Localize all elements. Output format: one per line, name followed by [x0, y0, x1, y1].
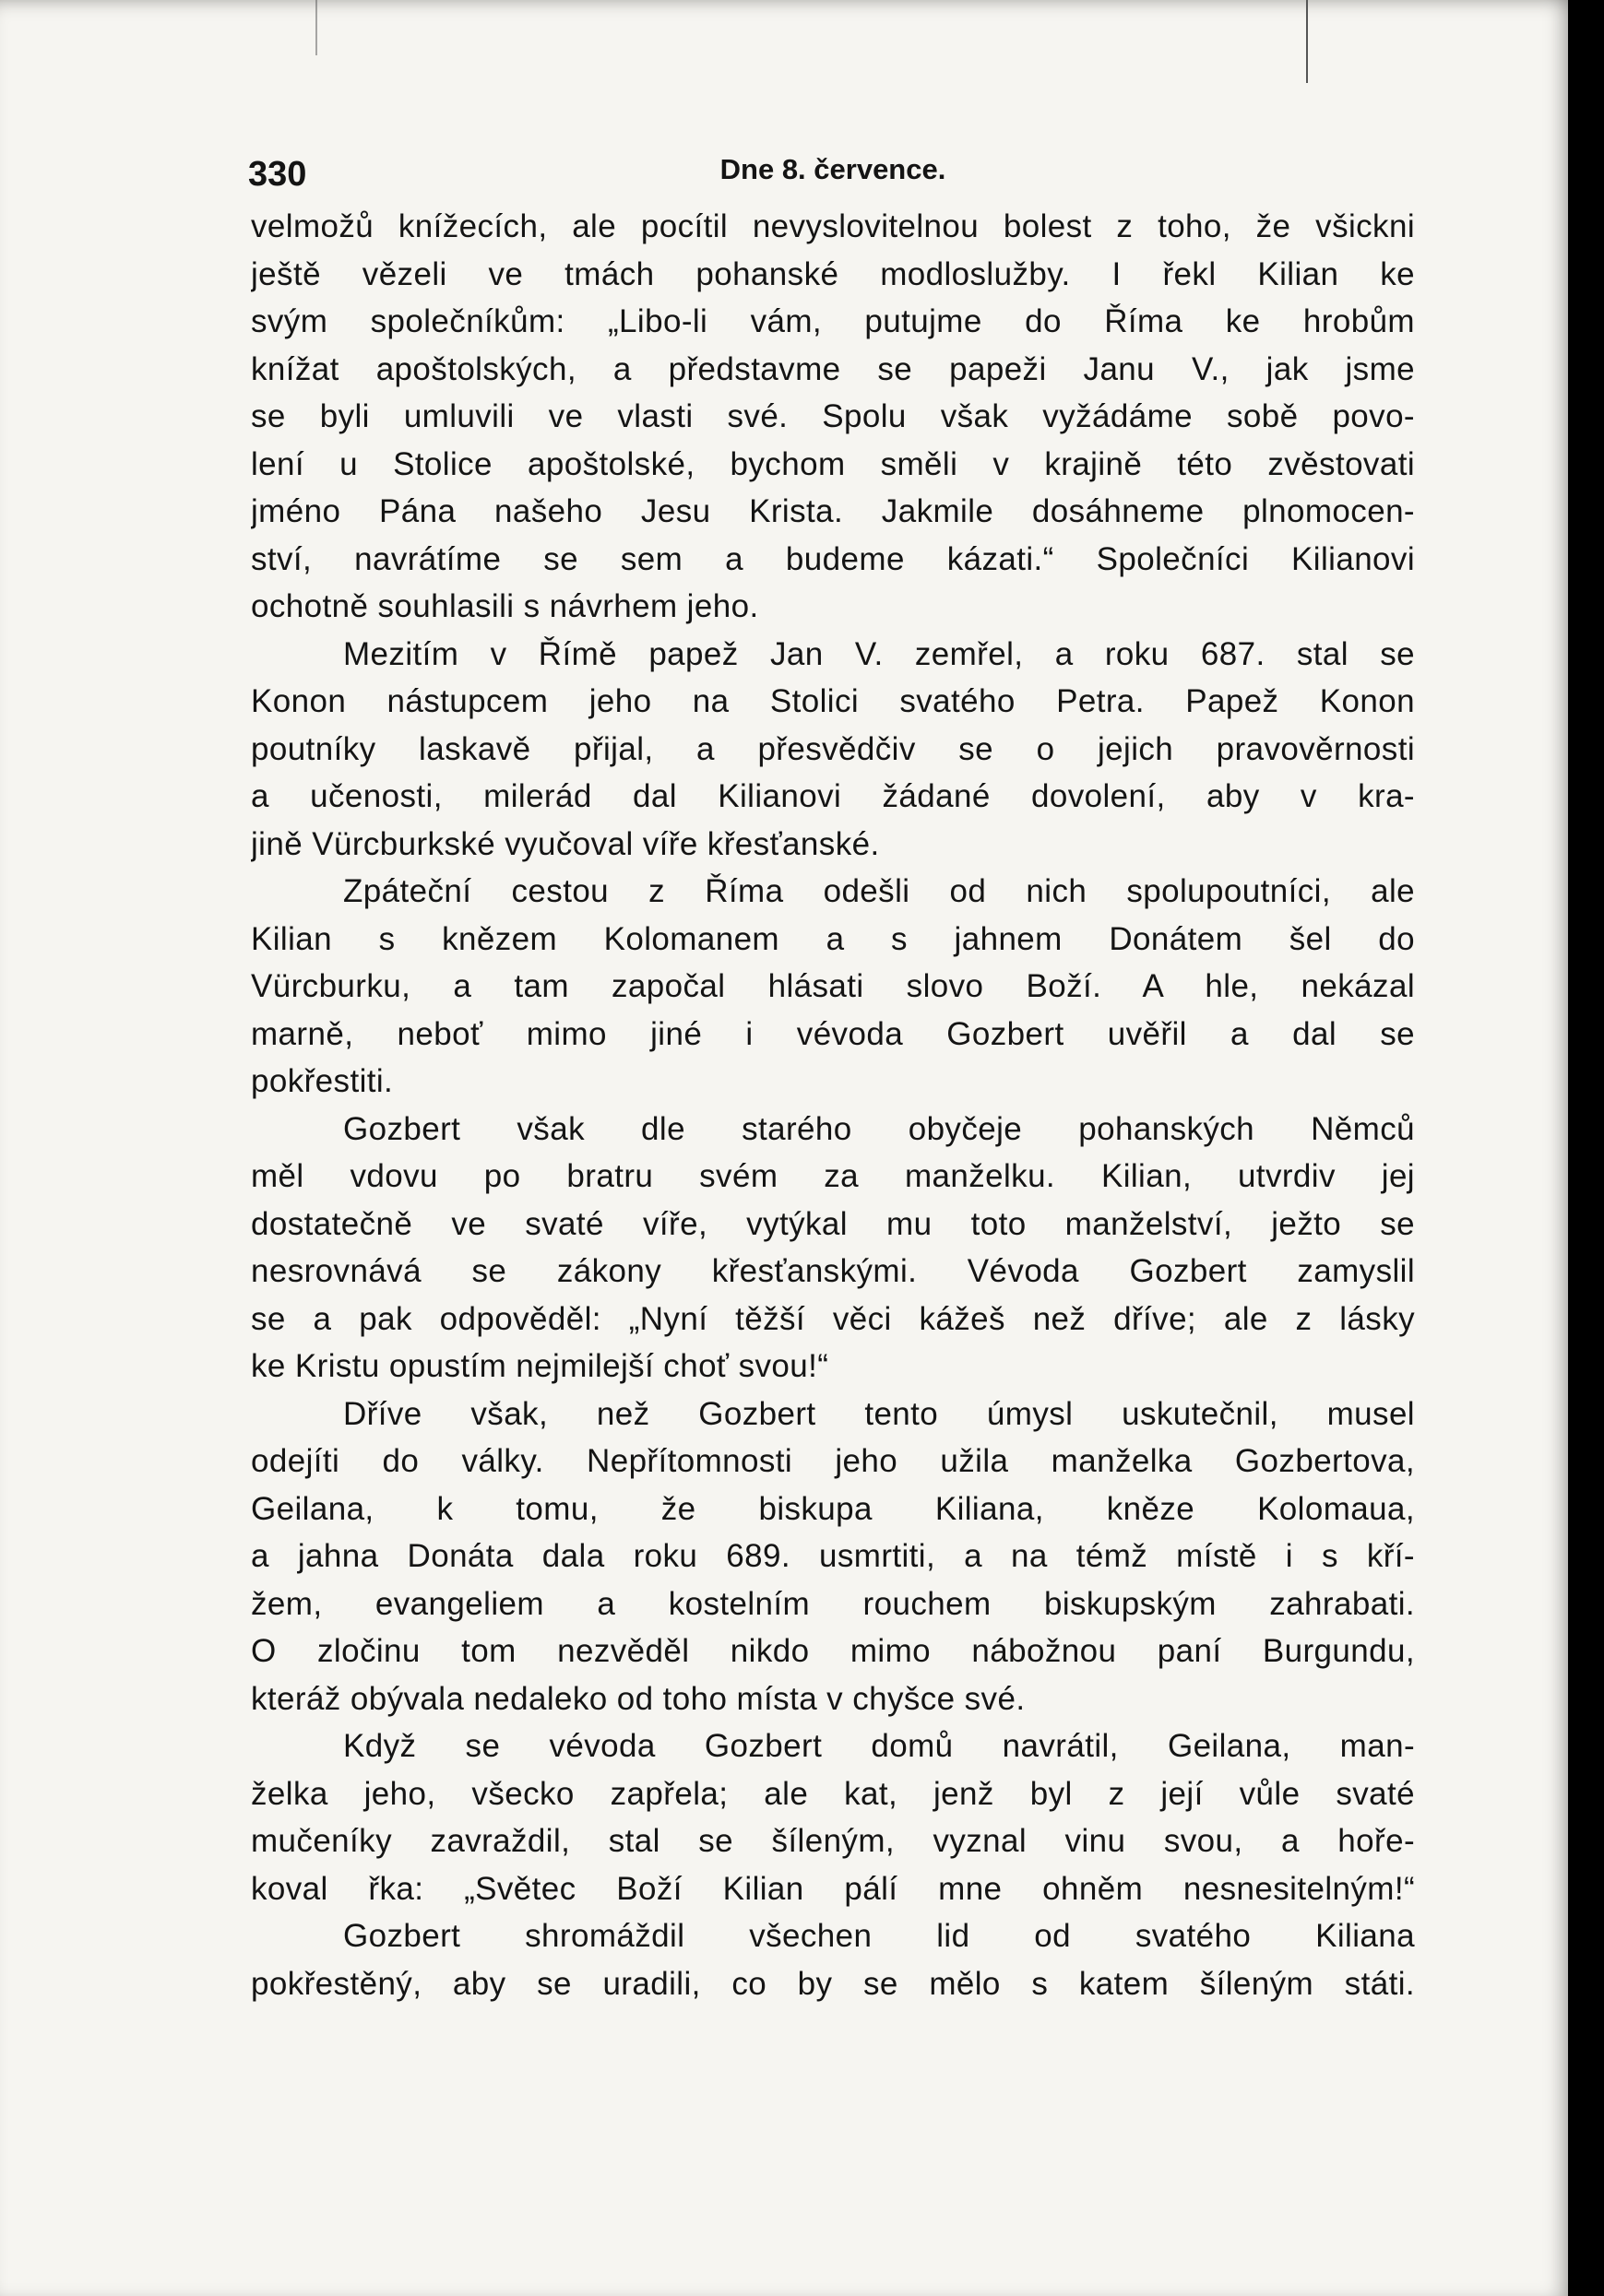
- text-line: se byli umluvili ve vlasti své. Spolu však vyžádáme sobě povo-: [251, 398, 1415, 434]
- text-line: měl vdovu po bratru svém za manželku. Kilian, utvrdiv jej: [251, 1158, 1415, 1194]
- text-line: kteráž obývala nedaleko od toho místa v chyšce své.: [251, 1680, 1026, 1717]
- text-line: Mezitím v Římě papež Jan V. zemřel, a roku 687. stal se: [343, 635, 1415, 672]
- text-line: jině Vürcburkské vyučoval víře křesťanské.: [251, 825, 880, 862]
- text-line: nesrovnává se zákony křesťanskými. Vévoda Gozbert zamyslil: [251, 1253, 1415, 1289]
- text-line: Vürcburku, a tam započal hlásati slovo Boží. A hle, nekázal: [251, 968, 1415, 1004]
- text-line: pokřestěný, aby se uradili, co by se mělo s katem šíleným státi.: [251, 1965, 1415, 2002]
- text-line: Gozbert však dle starého obyčeje pohanských Němců: [343, 1110, 1415, 1147]
- text-line: Konon nástupcem jeho na Stolici svatého Petra. Papež Konon: [251, 683, 1415, 719]
- scan-edge-mark: [1306, 0, 1308, 83]
- text-line: mučeníky zavraždil, stal se šíleným, vyznal vinu svou, a hoře-: [251, 1823, 1415, 1859]
- text-line: marně, neboť mimo jiné i vévoda Gozbert uvěřil a dal se: [251, 1015, 1415, 1052]
- text-line: se a pak odpověděl: „Nyní těžší věci kážeš než dříve; ale z lásky: [251, 1300, 1415, 1337]
- body-text: [251, 203, 1415, 2007]
- page-number: 330: [248, 155, 307, 194]
- text-line: velmožů knížecích, ale pocítil nevyslovitelnou bolest z toho, že všickni: [251, 208, 1415, 244]
- text-line: žem, evangeliem a kostelním rouchem biskupským zahrabati.: [251, 1585, 1415, 1622]
- scan-edge-mark: [315, 0, 317, 55]
- running-head: [248, 138, 1415, 194]
- text-line: a jahna Donáta dala roku 689. usmrtiti, a na témž místě i s kří-: [251, 1538, 1415, 1574]
- text-line: knížat apoštolských, a představme se papeži Janu V., jak jsme: [251, 350, 1415, 387]
- text-line: Dříve však, než Gozbert tento úmysl uskutečnil, musel: [343, 1395, 1415, 1432]
- text-line: poutníky laskavě přijal, a přesvědčiv se o jejich pravověrnosti: [251, 730, 1415, 767]
- text-line: pokřestiti.: [251, 1063, 394, 1099]
- text-line: dostatečně ve svaté víře, vytýkal mu toto manželství, ježto se: [251, 1205, 1415, 1242]
- text-line: ještě vězeli ve tmách pohanské modloslužby. I řekl Kilian ke: [251, 255, 1415, 292]
- text-line: ství, navrátíme se sem a budeme kázati.“ Společníci Kilianovi: [251, 540, 1415, 577]
- text-line: lení u Stolice apoštolské, bychom směli v krajině této zvěstovati: [251, 445, 1415, 482]
- text-line: Zpáteční cestou z Říma odešli od nich spolupoutníci, ale: [343, 873, 1415, 909]
- text-line: Kilian s knězem Kolomanem a s jahnem Donátem šel do: [251, 920, 1415, 957]
- text-block: [248, 138, 1415, 2007]
- text-line: Geilana, k tomu, že biskupa Kiliana, kněze Kolomaua,: [251, 1490, 1415, 1527]
- text-line: ke Kristu opustím nejmilejší choť svou!“: [251, 1348, 829, 1384]
- text-line: koval řka: „Světec Boží Kilian pálí mne ohněm nesnesitelným!“: [251, 1870, 1415, 1907]
- text-line: ochotně souhlasili s návrhem jeho.: [251, 588, 759, 624]
- text-line: jméno Pána našeho Jesu Krista. Jakmile dosáhneme plnomocen-: [251, 493, 1415, 529]
- text-line: želka jeho, všecko zapřela; ale kat, jenž byl z její vůle svaté: [251, 1775, 1415, 1812]
- text-line: svým společníkům: „Libo-li vám, putujme do Říma ke hrobům: [251, 303, 1415, 339]
- text-line: Když se vévoda Gozbert domů navrátil, Geilana, man-: [343, 1728, 1415, 1764]
- text-line: a učenosti, milerád dal Kilianovi žádané dovolení, aby v kra-: [251, 778, 1415, 814]
- text-line: O zločinu tom nezvěděl nikdo mimo nábožnou paní Burgundu,: [251, 1633, 1415, 1669]
- text-line: odejíti do války. Nepřítomnosti jeho užila manželka Gozbertova,: [251, 1443, 1415, 1479]
- running-title: Dne 8. července.: [719, 153, 946, 185]
- text-line: Gozbert shromáždil všechen lid od svatého Kiliana: [343, 1918, 1415, 1954]
